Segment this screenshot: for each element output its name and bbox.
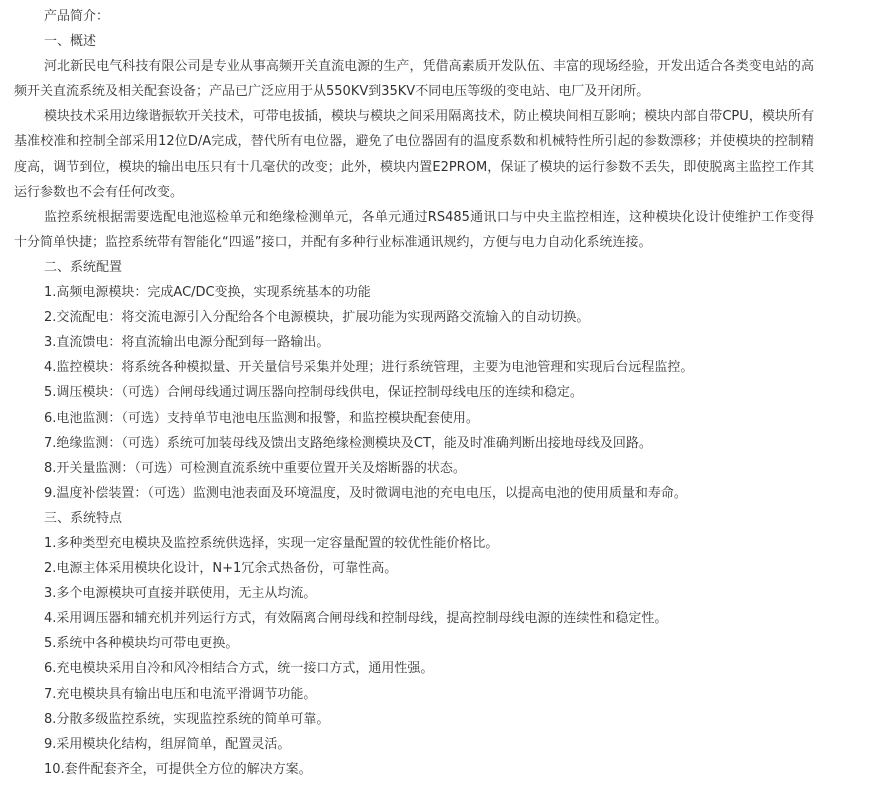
section2-heading: 二、系统配置 bbox=[44, 259, 123, 275]
product-intro-document bbox=[14, 4, 814, 782]
section2-item: 9.温度补偿装置：（可选）监测电池表面及环境温度，及时微调电池的充电电压，以提高电池的使用质量和寿命。 bbox=[44, 485, 687, 501]
section3-heading: 三、系统特点 bbox=[44, 510, 123, 526]
section2-item: 8.开关量监测：（可选）可检测直流系统中重要位置开关及熔断器的状态。 bbox=[44, 460, 466, 476]
section2-item: 3.直流馈电：将直流输出电源分配到每一路输出。 bbox=[44, 335, 330, 351]
section1-paragraph-3: 监控系统根据需要选配电池巡检单元和绝缘检测单元，各单元通过RS485通讯口与中央主监控相连，这种模块化设计使维护工作变得十分简单快捷；监控系统带有智能化“四遥”接口，并配有多种行业标准通讯规约，方便与电力自动化系统连接。 bbox=[14, 209, 814, 250]
section3-item: 2.电源主体采用模块化设计，N+1冗余式热备份，可靠性高。 bbox=[44, 561, 398, 577]
section3-item: 10.套件配套齐全，可提供全方位的解决方案。 bbox=[44, 761, 312, 777]
section2-item: 4.监控模块：将系统各种模拟量、开关量信号采集并处理；进行系统管理，主要为电池管理和实现后台远程监控。 bbox=[44, 360, 694, 376]
section3-item: 4.采用调压器和辅充机并列运行方式，有效隔离合闸母线和控制母线，提高控制母线电源的连续性和稳定性。 bbox=[44, 611, 668, 627]
section1-paragraph-1: 河北新民电气科技有限公司是专业从事高频开关直流电源的生产，凭借高素质开发队伍、丰富的现场经验，开发出适合各类变电站的高频开关直流系统及相关配套设备；产品已广泛应用于从550KV到35KV不同电压等级的变电站、电厂及开闭所。 bbox=[14, 59, 814, 100]
section3-item: 1.多种类型充电模块及监控系统供选择，实现一定容量配置的较优性能价格比。 bbox=[44, 535, 499, 551]
section3-item: 6.充电模块采用自冷和风冷相结合方式，统一接口方式，通用性强。 bbox=[44, 661, 434, 677]
section3-item: 7.充电模块具有输出电压和电流平滑调节功能。 bbox=[44, 686, 317, 702]
section2-item: 5.调压模块：（可选）合闸母线通过调压器向控制母线供电，保证控制母线电压的连续和稳定。 bbox=[44, 385, 583, 401]
section2-item: 6.电池监测：（可选）支持单节电池电压监测和报警，和监控模块配套使用。 bbox=[44, 410, 479, 426]
section3-item: 5.系统中各种模块均可带电更换。 bbox=[44, 636, 239, 652]
section3-item: 8.分散多级监控系统，实现监控系统的简单可靠。 bbox=[44, 711, 330, 727]
section2-item: 2.交流配电：将交流电源引入分配给各个电源模块，扩展功能为实现两路交流输入的自动切换。 bbox=[44, 310, 590, 326]
document-title: 产品简介： bbox=[44, 9, 110, 24]
section2-item: 7.绝缘监测：（可选）系统可加装母线及馈出支路绝缘检测模块及CT，能及时准确判断出接地母线及回路。 bbox=[44, 435, 652, 451]
section3-item: 9.采用模块化结构，组屏简单，配置灵活。 bbox=[44, 736, 291, 752]
section2-item: 1.高频电源模块：完成AC/DC变换，实现系统基本的功能 bbox=[44, 285, 371, 301]
section3-item: 3.多个电源模块可直接并联使用，无主从均流。 bbox=[44, 586, 317, 602]
section1-heading: 一、概述 bbox=[44, 34, 97, 50]
section1-paragraph-2: 模块技术采用边缘谐振软开关技术，可带电拔插，模块与模块之间采用隔离技术，防止模块间相互影响；模块内部自带CPU，模块所有基准校准和控制全部采用12位D/A完成，替代所有电位器，避免了电位器固有的温度系数和机械特性所引起的参数漂移；并使模块的控制精度高，调节到位，模块的输出电压只有十几毫伏的改变；此外，模块内置E2PROM，保证了模块的运行参数不丢失，即使脱离主监控工作其运行参数也不会有任何改变。 bbox=[14, 109, 814, 200]
